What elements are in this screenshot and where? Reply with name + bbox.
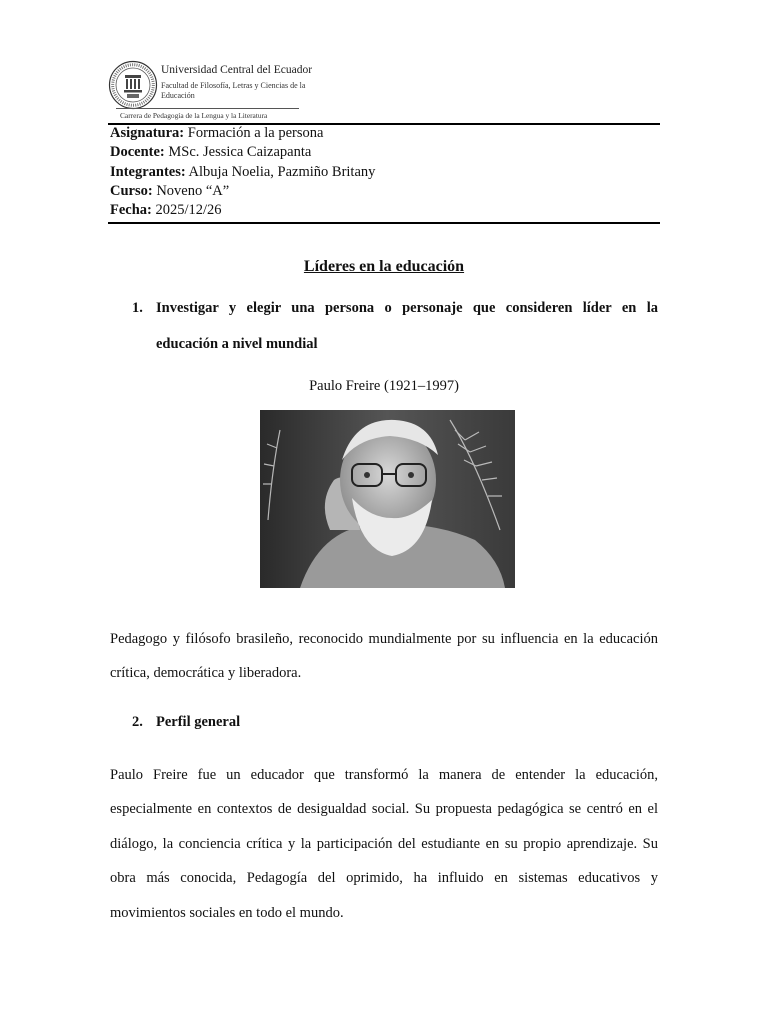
date-label: Fecha: — [110, 202, 152, 219]
subject-value: Formación a la persona — [184, 125, 324, 141]
section-2-number: 2. — [132, 714, 143, 730]
profile-paragraph: Paulo Freire fue un educador que transformó la manera de entender la educación, especialmente en contextos de desigualdad social. Su propuesta pedagógica se centró en el diálogo, la conciencia crítica y la participación del estudiante en su propio aprendizaje. Su obra más conocida, Pedagogía del oprimido, ha influido en sistemas educativos y movimientos sociales en todo el mundo. — [110, 767, 658, 921]
subject-row — [110, 124, 660, 143]
section-1-line-2: educación a nivel mundial — [156, 336, 318, 352]
intro-paragraph: Pedagogo y filósofo brasileño, reconocido mundialmente por su influencia en la educación crítica, democrática y liberadora. — [110, 631, 658, 682]
university-name: Universidad Central del Ecuador — [161, 64, 313, 76]
date-row — [110, 201, 660, 220]
teacher-label: Docente: — [110, 144, 165, 161]
institution-header — [108, 58, 313, 122]
course-label: Curso: — [110, 182, 153, 199]
subject-label: Asignatura: — [110, 125, 185, 141]
info-bottom-rule — [108, 222, 660, 224]
teacher-value: MSc. Jessica Caizapanta — [164, 144, 312, 161]
members-row — [110, 163, 660, 182]
logo-divider — [116, 108, 299, 109]
info-block — [110, 124, 660, 220]
course-value: Noveno “A” — [152, 182, 230, 199]
document-title: Líderes en la educación — [303, 258, 465, 275]
portrait-photo — [260, 410, 515, 588]
photo-caption: Paulo Freire (1921–1997) — [309, 378, 459, 394]
members-label: Integrantes: — [110, 163, 186, 180]
course-row — [110, 182, 660, 201]
section-1-question — [156, 290, 658, 362]
teacher-row — [110, 143, 660, 162]
section-2-heading: Perfil general — [156, 714, 241, 730]
career-name: Carrera de Pedagogía de la Lengua y la Literatura — [120, 111, 268, 120]
section-1-number: 1. — [132, 300, 143, 316]
university-seal-icon — [108, 60, 158, 110]
faculty-name: Facultad de Filosofía, Letras y Ciencias de la Educación — [161, 81, 306, 100]
members-value: Albuja Noelia, Pazmiño Britany — [185, 163, 376, 180]
date-value: 2025/12/26 — [151, 202, 222, 219]
section-1-line-1: Investigar y elegir una persona o personaje que consideren líder en la — [156, 300, 658, 316]
